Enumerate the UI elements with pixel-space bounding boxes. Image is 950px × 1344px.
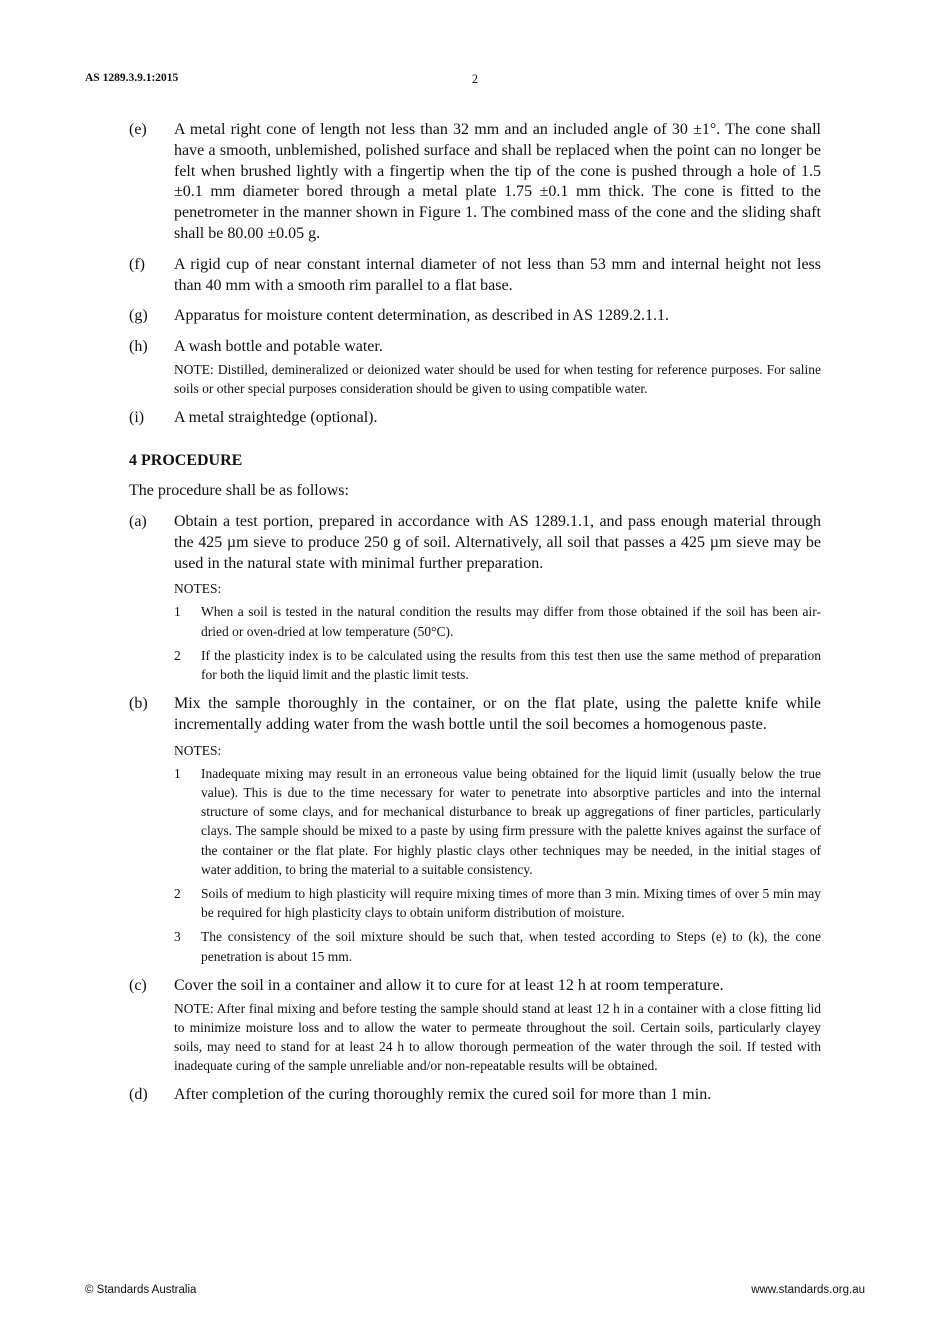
item-label: (g)	[129, 307, 148, 325]
item-text: A metal straightedge (optional).	[174, 409, 378, 427]
note-number: 1	[174, 604, 181, 620]
procedure-step-d	[129, 1085, 821, 1106]
step-note: NOTE: After final mixing and before testing the sample should stand at least 12 h in a container with a close fitting lid to minimize moisture loss and to allow the water to permeate throughout the soil. Certain soils, particularly clayey soils, may need to stand for at least 24 h to allow thorough permeation of the water through the soil. If tested with inadequate curing of the sample unreliable and/or non-repeatable results will be obtained.	[174, 1000, 821, 1074]
apparatus-item-h	[129, 337, 821, 398]
note-item	[174, 927, 821, 965]
step-text: Cover the soil in a container and allow it to cure for at least 12 h at room temperature.	[174, 976, 724, 994]
procedure-step-b	[129, 694, 821, 966]
procedure-step-c	[129, 976, 821, 1076]
page-number: 2	[471, 72, 479, 86]
note-text: The consistency of the soil mixture should be such that, when tested according to Steps (e) to (k), the cone penetration is about 15 mm.	[201, 929, 821, 964]
item-label: (h)	[129, 338, 148, 356]
apparatus-item-i	[129, 408, 821, 429]
note-text: If the plasticity index is to be calculated using the results from this test then use the same method of preparation for both the liquid limit and the plastic limit tests.	[201, 647, 821, 682]
item-label: (e)	[129, 121, 147, 138]
item-text: Apparatus for moisture content determination, as described in AS 1289.2.1.1.	[174, 307, 670, 325]
step-label: (d)	[129, 1086, 148, 1104]
section-heading: 4 PROCEDURE	[129, 452, 243, 470]
website-link[interactable]: www.standards.org.au	[751, 1284, 865, 1296]
apparatus-item-g	[129, 306, 821, 327]
step-text: After completion of the curing thoroughly remix the cured soil for more than 1 min.	[174, 1086, 712, 1104]
note-text: Soils of medium to high plasticity will require mixing times of more than 3 min. Mixing times of over 5 min may be required for high plasticity clays to obtain uniform distribution of moisture.	[201, 885, 821, 921]
note-number: 3	[174, 929, 181, 945]
section-intro: The procedure shall be as follows:	[129, 482, 349, 500]
page-content	[129, 120, 821, 1116]
apparatus-item-e	[129, 120, 821, 245]
note-number: 2	[174, 885, 181, 901]
note-item	[174, 884, 821, 922]
note-number: 2	[174, 647, 181, 663]
procedure-step-a	[129, 512, 821, 684]
step-label: (b)	[129, 695, 148, 713]
note-text: When a soil is tested in the natural condition the results may differ from those obtained if the soil has been air-dried or oven-dried at low temperature (50°C).	[201, 604, 821, 639]
item-label: (f)	[129, 255, 145, 273]
note-text: Inadequate mixing may result in an erroneous value being obtained for the liquid limit (usually below the true value). This is due to the time necessary for water to penetrate into absorptive particles and into the internal structure of some clays, and for mechanical disturbance to break up aggregations of finer particles, particularly clays. The sample should be mixed to a paste by using firm pressure with the palette knives against the surface of the container or the flat plate. For highly plastic clays other techniques may be needed, in the initial stages of water addition, to bring the material to a suitable consistency.	[201, 765, 821, 877]
copyright-notice: © Standards Australia	[85, 1284, 197, 1296]
note-item	[174, 646, 821, 684]
item-text: A metal right cone of length not less than 32 mm and an included angle of 30 ±1°. The cone shall have a smooth, unblemished, polished surface and shall be replaced when the point can no longer be felt when brushed lightly with a fingertip when the tip of the cone is pushed through a hole of 1.5 ±0.1 mm diameter bored through a metal plate 1.75 ±0.1 mm thick. The cone is fitted to the penetrometer in the manner shown in Figure 1. The combined mass of the cone and the sliding shaft shall be 80.00 ±0.05 g.	[174, 121, 821, 242]
document-id: AS 1289.3.9.1:2015	[85, 72, 179, 84]
page-footer	[85, 1284, 865, 1300]
page-header	[85, 72, 865, 90]
notes-heading: NOTES:	[174, 742, 222, 758]
step-label: (a)	[129, 512, 147, 530]
note-item	[174, 764, 821, 879]
apparatus-item-f	[129, 255, 821, 297]
notes-heading: NOTES:	[174, 581, 222, 597]
item-note: NOTE: Distilled, demineralized or deionized water should be used for when testing for reference purposes. For saline soils or other special purposes consideration should be given to using compatible water.	[174, 361, 821, 397]
step-text: Obtain a test portion, prepared in accordance with AS 1289.1.1, and pass enough material through the 425 µm sieve to produce 250 g of soil. Alternatively, all soil that passes a 425 µm sieve may be used in the natural state with minimal further preparation.	[174, 512, 821, 572]
step-text: Mix the sample thoroughly in the container, or on the flat plate, using the palette knife while incrementally adding water from the wash bottle until the soil becomes a homogenous paste.	[174, 695, 821, 733]
step-label: (c)	[129, 976, 147, 994]
item-label: (i)	[129, 409, 145, 427]
item-text: A rigid cup of near constant internal diameter of not less than 53 mm and internal height not less than 40 mm with a smooth rim parallel to a flat base.	[174, 255, 821, 294]
item-text: A wash bottle and potable water.	[174, 338, 383, 356]
note-number: 1	[174, 765, 181, 781]
note-item	[174, 602, 821, 640]
